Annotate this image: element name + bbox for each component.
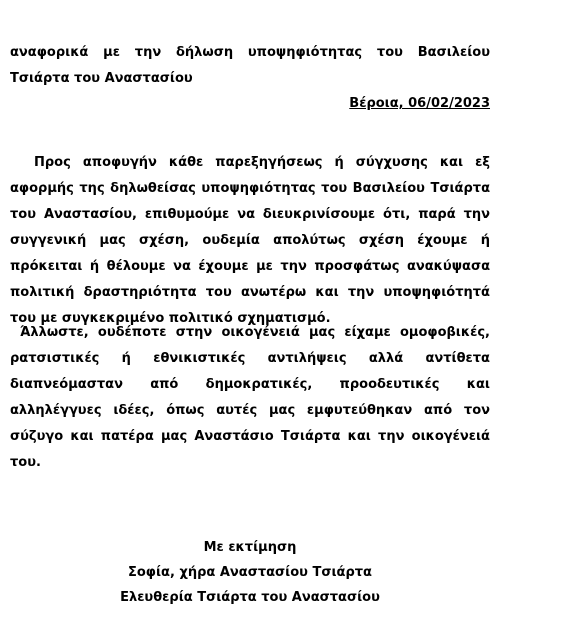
closing-salutation: Με εκτίμηση <box>203 540 297 555</box>
signer-1: Σοφία, χήρα Αναστασίου Τσιάρτα <box>128 565 372 580</box>
body-paragraph-2: Άλλωστε, ουδέποτε στην οικογένειά μας είχαμε ομοφοβικές, ρατσιστικές ή εθνικιστικές αντιλήψεις αλλά αντίθετα διαπνεόμασταν από δημοκρατικές, προοδευτικές και αλληλέγγυες ιδέες, όπως αυτές μας εμφυτεύθηκαν από τον σύζυγο και πατέρα μας Αναστάσιο Τσιάρτα και την οικογένειά του. <box>10 325 490 470</box>
date-line: Βέροια, 06/02/2023 <box>349 96 490 111</box>
heading-line-2: Τσιάρτα του Αναστασίου <box>10 71 193 86</box>
heading-line-1: αναφορικά με την δήλωση υποψηφιότητας του Βασιλείου <box>10 45 490 60</box>
signer-2: Ελευθερία Τσιάρτα του Αναστασίου <box>120 590 380 605</box>
letter-heading <box>10 40 490 92</box>
body-paragraph-1: Προς αποφυγήν κάθε παρεξηγήσεως ή σύγχυσης και εξ αφορμής της δηλωθείσας υποψηφιότητας του Βασιλείου Τσιάρτα του Αναστασίου, επιθυμούμε να διευκρινίσουμε ότι, παρά την συγγενική μας σχέση, ουδεμία απολύτως σχέση έχουμε ή πρόκειται ή θέλουμε να έχουμε με την προσφάτως ανακύψασα πολιτική δραστηριότητα του ανωτέρω και την υποψηφιότητά του με συγκεκριμένο πολιτικό σχηματισμό. <box>10 155 490 326</box>
